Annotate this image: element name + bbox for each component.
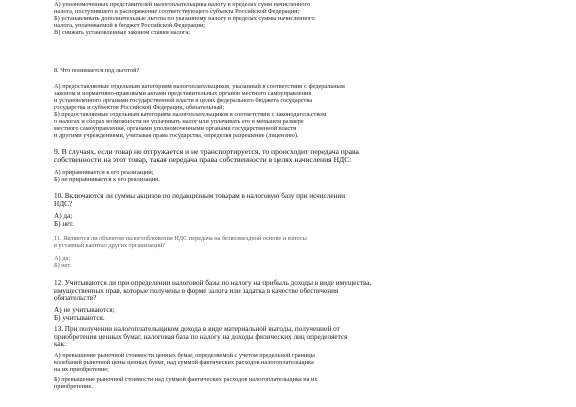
option-line: А) превышение рыночной стоимости ценных бумаг, определяемой с учетом предельной границы (54, 352, 315, 359)
intro-options (54, 2, 524, 37)
option-line: о налогах и сборах возможности не уплачивать налог или уплачивать его в меньшем размере (54, 117, 304, 125)
question-title: обязательств? (54, 294, 97, 303)
question-11-options (54, 256, 524, 270)
option-line: на их приобретение; (54, 365, 109, 373)
question-title: 10. Включаются ли суммы акцизов по подакцизным товарам в налоговую базу при исчислении (54, 192, 346, 200)
question-title: 8. Что понимается под льготой? (54, 67, 140, 74)
question-9-options (54, 170, 524, 184)
question-9 (54, 148, 524, 164)
question-13 (54, 326, 524, 349)
question-11 (54, 236, 524, 250)
question-title: 12. Учитываются ли при определении налоговой базы по налогу на прибыль доходы в виде имущества, (54, 279, 372, 287)
question-8 (54, 68, 524, 75)
option-line: приобретение. (54, 382, 93, 390)
option-line: Б) превышение рыночной стоимости над суммой фактических расходов налогоплательщика на их (54, 376, 318, 383)
question-title: 9. В случаях, если товар не отгружается и не транспортируется, то происходит передача права (54, 147, 359, 156)
question-12-options (54, 307, 524, 322)
question-10-options (54, 213, 524, 228)
question-title: приобретения ценных бумаг, налоговая база по налогу на доходы физических лиц определяется (54, 332, 348, 341)
option-line: Б) предоставляемые отдельным категориям налогоплательщиков в соответствии с законодательством (54, 111, 327, 118)
option-line: государства и субъектов Российской Федерации, обязательный; (54, 103, 225, 111)
question-8-option-a (54, 84, 524, 112)
question-title: в уставный капитал других организаций? (54, 241, 166, 249)
option-line: А) да; (54, 255, 70, 262)
option-line: колебаний рыночной цены ценных бумаг, над суммой фактических расходов налогоплательщика (54, 358, 314, 366)
question-8-option-b (54, 112, 524, 140)
question-12 (54, 280, 524, 303)
option-line: Б) нет. (54, 261, 72, 269)
question-title: собственности на этот товар, такая передача права собственности в целях начисления НДС: (54, 155, 352, 165)
question-13-option-a (54, 353, 524, 374)
option-line: Б) не приравнивается к его реализации. (54, 175, 161, 183)
question-title: 11. Являются ли объектом налогообложения НДС передача на безвозмездной основе и взносы (54, 235, 307, 242)
option-line: А) приравнивается к его реализации; (54, 169, 154, 176)
question-10 (54, 193, 524, 208)
option-line: Б) нет. (54, 219, 74, 228)
question-title: 13. При получении налогоплательщиком дохода в виде материальной выгоды, полученной от (54, 325, 340, 333)
question-title: НДС? (54, 199, 73, 208)
option-line: Б) учитываются. (54, 313, 105, 322)
option-line: и другими учреждениями, учитывая права государства, определяя разрешение (лицензию). (54, 131, 299, 139)
option-line: законом и нормативно-правовыми актами представительных органов местного самоуправления (54, 89, 312, 97)
question-title: как: (54, 340, 67, 349)
intro-line: В) снижать установленные законом ставки налога; (54, 28, 190, 36)
option-line: А) да; (54, 212, 73, 220)
option-line: А) предоставляемые отдельным категориям налогоплательщиков, указанный в соответствии с федеральным (54, 83, 345, 90)
question-title: имущественных прав, которые получены в форме залога или задатка в качестве обеспечения (54, 286, 339, 295)
intro-line: налога, поступившего в распоряжение соответствующего субъекта Российской Федерации; (54, 7, 300, 15)
intro-line: Б) устанавливать дополнительные льготы по указанному налогу в пределах суммы начисленного (54, 14, 315, 22)
intro-line: А) уполномоченных представителей налогоплательщика налогу в пределах сумм начисленного (54, 1, 311, 8)
question-13-option-b (54, 377, 524, 391)
option-line: А) не учитываются; (54, 306, 115, 314)
option-line: местного самоуправления, органами уполномоченными органами государственной власти (54, 124, 297, 132)
intro-line: налога, уплачиваемой в бюджет Российской Федерации; (54, 21, 206, 29)
option-line: и установленного органами государственной власти в целях федерального бюджета государства (54, 96, 312, 104)
